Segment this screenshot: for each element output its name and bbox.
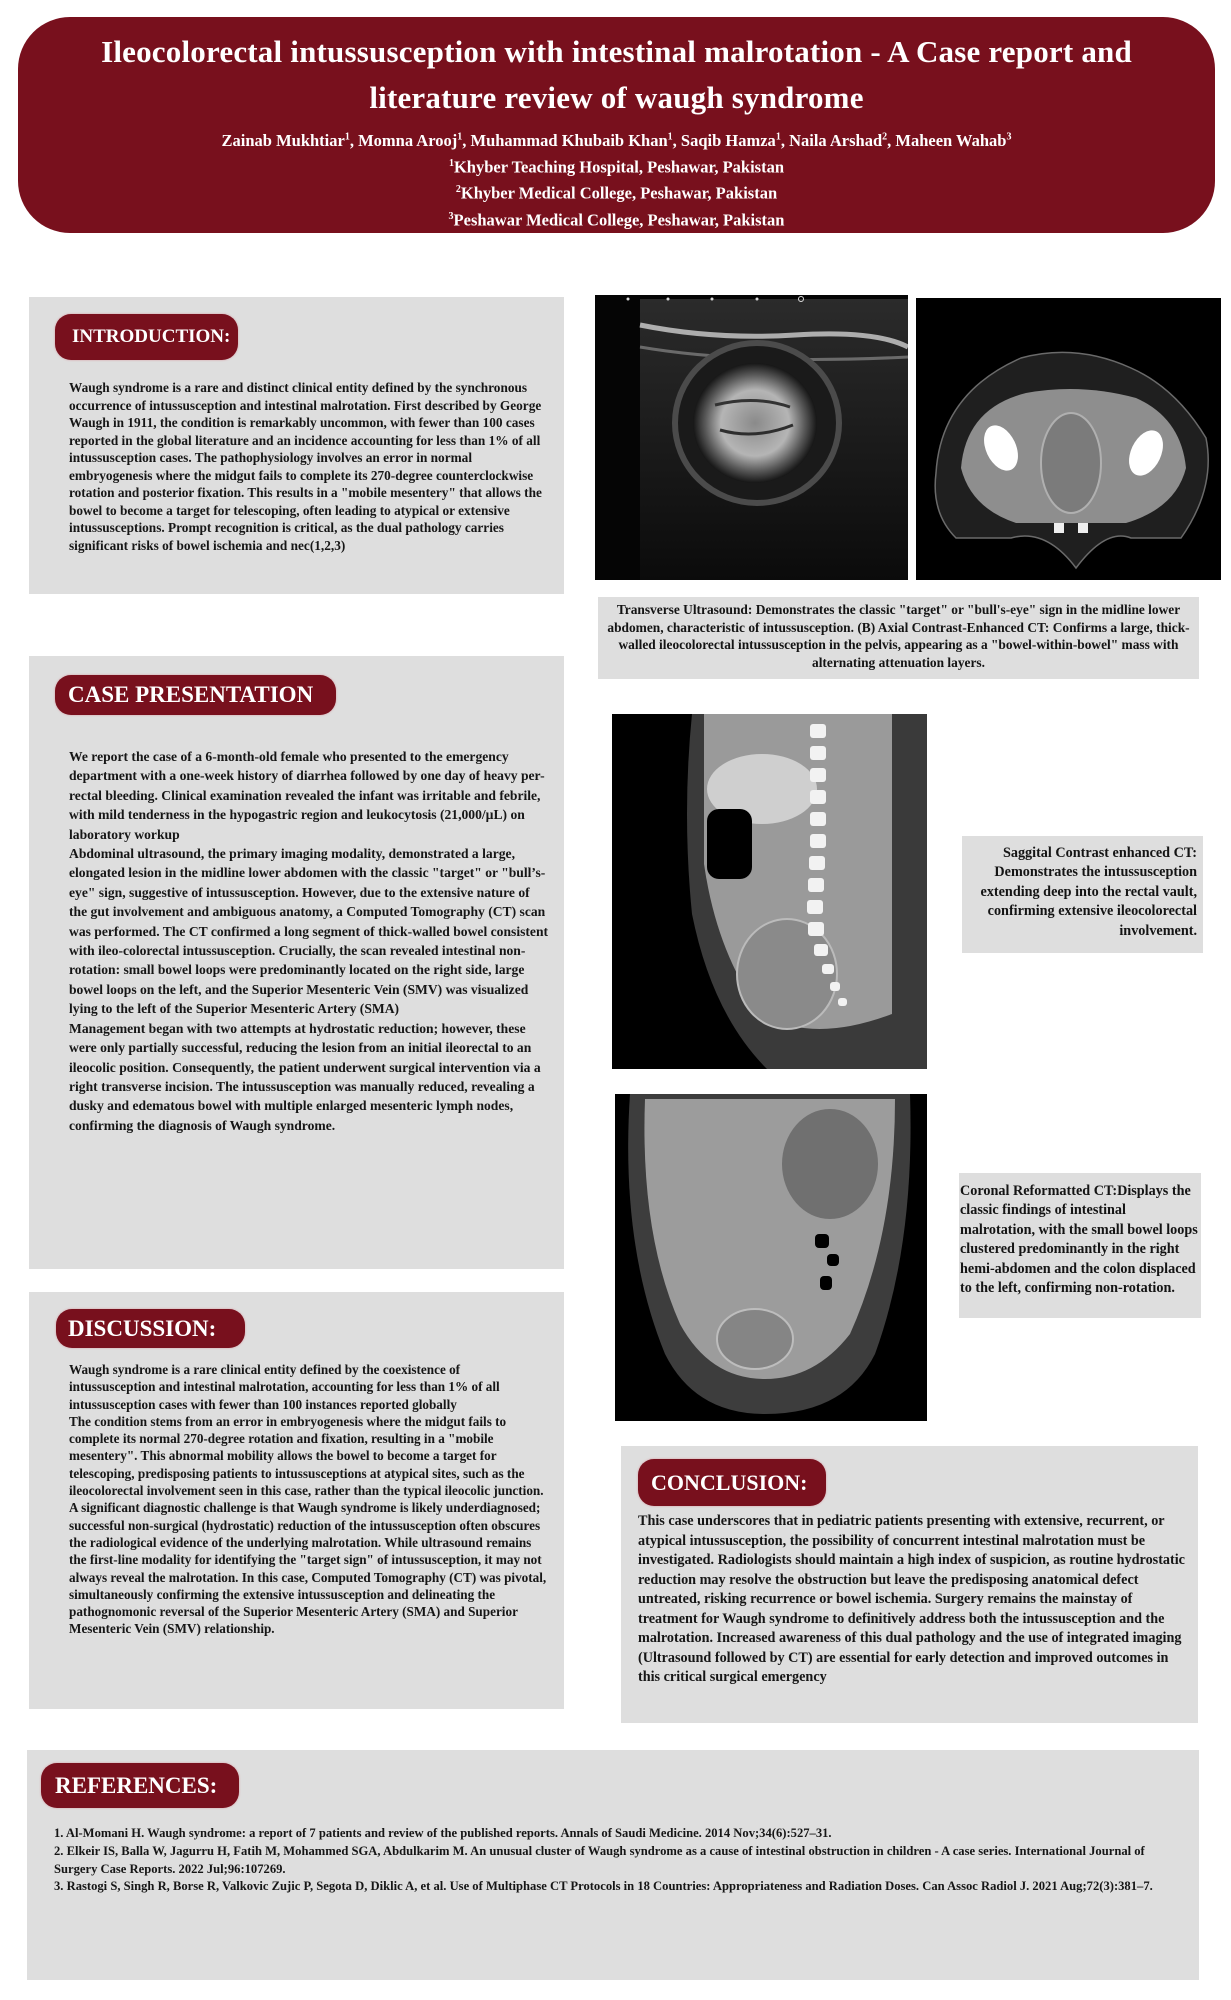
ultrasound-image xyxy=(595,295,908,580)
section-heading: CASE PRESENTATION xyxy=(55,675,336,715)
author: Zainab Mukhtiar$^1$, xyxy=(221,130,359,150)
coronal-ct-image xyxy=(615,1094,927,1421)
conclusion-text xyxy=(638,1512,1188,1688)
paragraph: Abdominal ultrasound, the primary imaging modality, demonstrated a large, elongated lesion in the midline lower abdomen with the classic "target" or "bull’s-eye" sign, suggestive of intussusception. However, due to the extensive nature of the gut involvement and ambiguous anatomy, a Computed Tomography (CT) scan was performed. The CT confirmed a long segment of thick-walled bowel consistent with ileo-colorectal intussusception. Crucially, the scan revealed intestinal non-rotation: small bowel loops were predominantly located on the right side, large bowel loops on the left, and the Superior Mesenteric Vein (SMV) was visualized lying to the left of the Superior Mesenteric Artery (SMA) xyxy=(69,846,549,1017)
affiliation: $^2$Khyber Medical College, Peshawar, Pakistan xyxy=(455,183,778,203)
reference-item: 2. Elkeir IS, Balla W, Jagurru H, Fatih M, Mohammed SGA, Abdulkarim M. An unusual cluster of Waugh syndrome as a cause of intestinal obstruction in children - A case series. International Journal of Surgery Case Reports. 2022 Jul;96:107269. xyxy=(54,1843,1145,1876)
affiliation: $^1$Khyber Teaching Hospital, Peshawar, Pakistan xyxy=(448,157,785,176)
paragraph: Waugh syndrome is a rare clinical entity defined by the coexistence of intussusception and intestinal malrotation, accounting for less than 1% of all intussusception cases with fewer than 100 instances reported globally xyxy=(69,1362,500,1412)
figure-caption: Transverse Ultrasound: Demonstrates the classic "target" or "bull's-eye" sign in the midline lower abdomen, characteristic of intussusception. (B) Axial Contrast-Enhanced CT: Confirms a large, thick-walled ileocolorectal intussusception in the pelvis, appearing as a "bowel-within-bowel" mass with alternating attenuation layers. xyxy=(598,597,1199,679)
case-presentation-section xyxy=(29,656,564,1269)
author: Naila Arshad$^2$, xyxy=(789,130,896,150)
reference-list xyxy=(54,1825,1184,1896)
title-banner xyxy=(18,17,1215,233)
discussion-section xyxy=(29,1292,564,1709)
author: Muhammad Khubaib Khan$^1$, xyxy=(470,130,681,150)
section-heading: DISCUSSION: xyxy=(56,1309,245,1348)
author-list xyxy=(18,126,1215,152)
introduction-text xyxy=(69,379,549,554)
paragraph: Management began with two attempts at hydrostatic reduction; however, these were only partially successful, reducing the lesion from an initial ileorectal to an ileocolic position. Consequently, the patient underwent surgical intervention via a right transverse incision. The intussusception was manually reduced, revealing a dusky and edematous bowel with multiple enlarged mesenteric lymph nodes, confirming the diagnosis of Waugh syndrome. xyxy=(69,1020,541,1133)
poster-title: Ileocolorectal intussusception with intestinal malrotation - A Case report and literature review of waugh syndrome xyxy=(101,34,1132,115)
conclusion-section xyxy=(621,1446,1198,1723)
introduction-section xyxy=(29,297,564,594)
paragraph: Waugh syndrome is a rare and distinct clinical entity defined by the synchronous occurrence of intussusception and intestinal malrotation. First described by George Waugh in 1911, the condition is remarkably uncommon, with fewer than 100 cases reported in the global literature and an incidence accounting for less than 1% of all intussusception cases. The pathophysiology involves an error in normal embryogenesis where the midgut fails to complete its 270-degree counterclockwise rotation and posterior fixation. This results in a "mobile mesentery" that allows the bowel to become a target for telescoping, often leading to atypical or extensive intussusceptions. Prompt recognition is critical, as the dual pathology carries significant risks of bowel ischemia and nec(1,2,3) xyxy=(69,380,542,553)
axial-ct-image xyxy=(916,298,1221,580)
references-section xyxy=(27,1750,1199,1980)
author: Momna Arooj$^1$, xyxy=(358,130,471,150)
affiliation: $^3$Peshawar Medical College, Peshawar, Pakistan xyxy=(448,210,785,229)
reference-item: 3. Rastogi S, Singh R, Borse R, Valkovic Zujic P, Segota D, Diklic A, et al. Use of Multiphase CT Protocols in 18 Countries: Appropriateness and Radiation Doses. Can Assoc Radiol J. 2021 Aug;72(3):381–7. xyxy=(54,1879,1153,1894)
author: Saqib Hamza$^1$, xyxy=(680,130,790,150)
reference-item: 1. Al-Momani H. Waugh syndrome: a report of 7 patients and review of the published reports. Annals of Saudi Medicine. 2014 Nov;34(6):527–31. xyxy=(54,1826,832,1840)
discussion-text xyxy=(69,1361,549,1638)
author: Maheen Wahab$^3$ xyxy=(895,130,1012,150)
paragraph: This case underscores that in pediatric patients presenting with extensive, recurrent, or atypical intussusception, the possibility of concurrent intestinal malrotation must be investigated. Radiologists should maintain a high index of suspicion, as routine hydrostatic reduction may resolve the obstruction but leave the predisposing anatomical defect untreated, risking recurrence or bowel ischemia. Surgery remains the mainstay of treatment for Waugh syndrome to definitively address both the intussusception and the malrotation. Increased awareness of this dual pathology and the use of integrated imaging (Ultrasound followed by CT) are essential for early detection and improved outcomes in this critical surgical emergency xyxy=(638,1513,1185,1685)
sagittal-ct-image xyxy=(612,714,927,1069)
paragraph: The condition stems from an error in embryogenesis where the midgut fails to complete its normal 270-degree rotation and fixation, resulting in a "mobile mesentery". This abnormal mobility allows the bowel to become a target for telescoping, predisposing patients to intussusceptions at atypical sites, such as the ileocolorectal involvement seen in this case, rather than the typical ileocolic junction. A significant diagnostic challenge is that Waugh syndrome is likely underdiagnosed; successful non-surgical (hydrostatic) reduction of the intussusception often obscures the radiological evidence of the underlying malrotation. While ultrasound remains the first-line modality for identifying the "target sign" of intussusception, it may not always reveal the malrotation. In this case, Computed Tomography (CT) was pivotal, simultaneously confirming the extensive intussusception and delineating the pathognomonic reversal of the Superior Mesenteric Artery (SMA) and Superior Mesenteric Vein (SMV) relationship. xyxy=(69,1413,547,1637)
figure-caption: Saggital Contrast enhanced CT: Demonstrates the intussusception extending deep into the rectal vault, confirming extensive ileocolorectal involvement. xyxy=(962,836,1203,953)
section-heading: REFERENCES: xyxy=(41,1763,239,1808)
case-presentation-text xyxy=(69,747,549,1135)
section-heading: CONCLUSION: xyxy=(638,1459,826,1506)
paragraph: We report the case of a 6-month-old female who presented to the emergency department with a one-week history of diarrhea followed by one day of heavy per-rectal bleeding. Clinical examination revealed the infant was irritable and febrile, with mild tenderness in the hypogastric region and leukocytosis (21,000/µL) on laboratory workup xyxy=(69,749,545,842)
figure-caption: Coronal Reformatted CT:Displays the classic findings of intestinal malrotation, with the small bowel loops clustered predominantly in the right hemi-abdomen and the colon displaced to the left, confirming non-rotation. xyxy=(959,1173,1201,1318)
section-heading: INTRODUCTION: xyxy=(55,314,238,360)
